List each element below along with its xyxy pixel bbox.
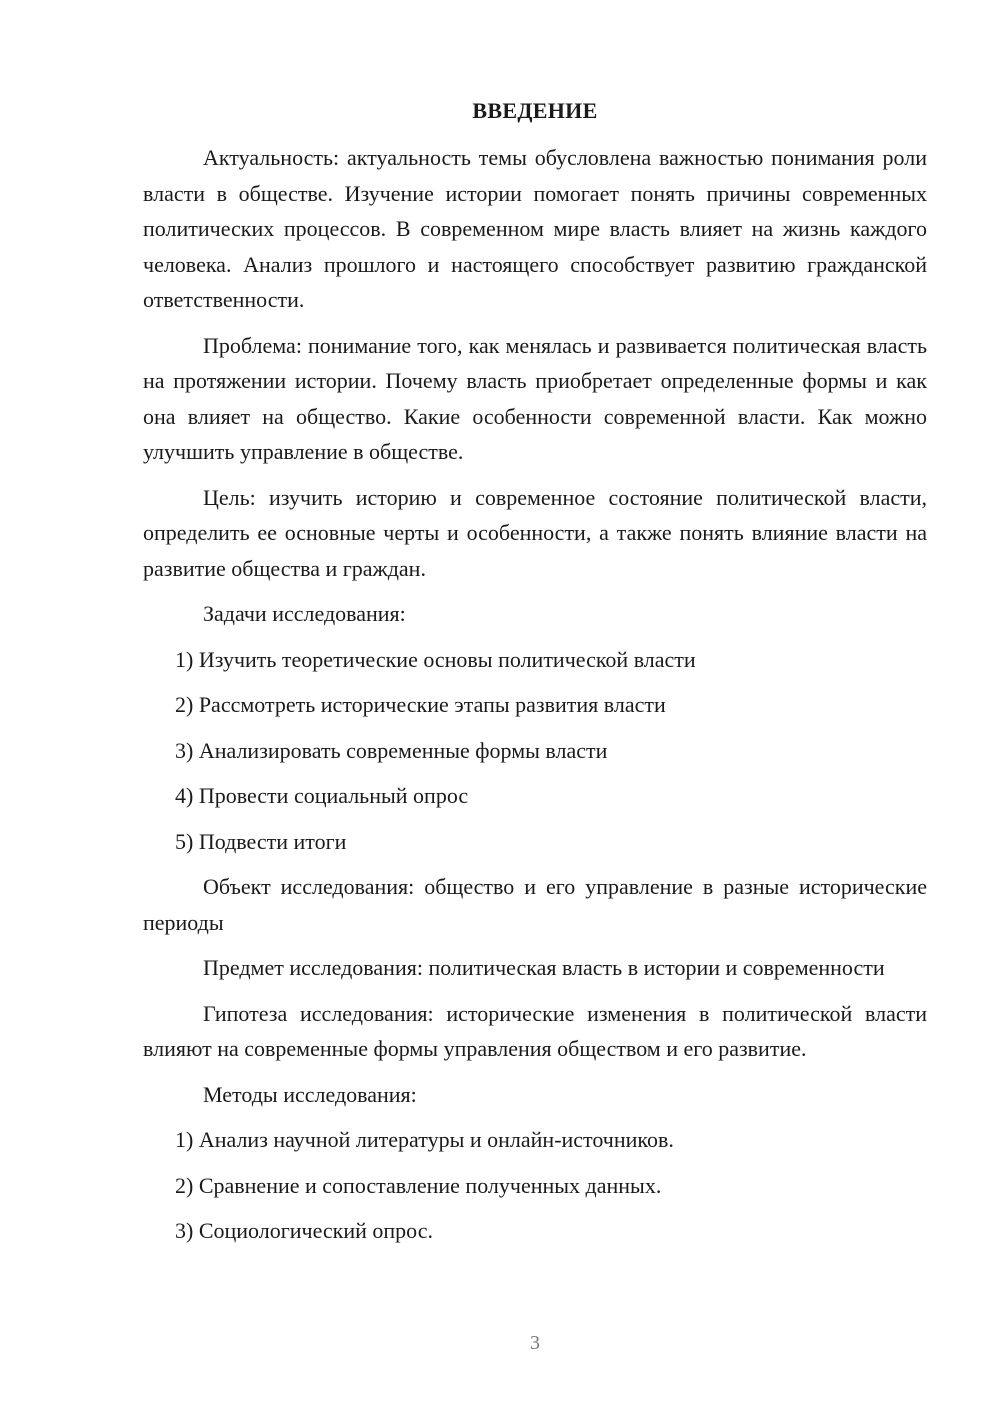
task-item: 4) Провести социальный опрос: [175, 783, 469, 808]
task-item: 2) Рассмотреть исторические этапы развития власти: [175, 692, 666, 717]
document-page: [143, 96, 927, 1259]
hypothesis-paragraph: Гипотеза исследования: исторические изменения в политической власти влияют на современные формы управления обществом и его развитие.: [143, 1000, 927, 1061]
page-number: 3: [530, 1332, 540, 1354]
method-item: 1) Анализ научной литературы и онлайн-источников.: [175, 1127, 674, 1152]
problem-paragraph: Проблема: понимание того, как менялась и развивается политическая власть на протяжении истории. Почему власть приобретает определенные формы и как она влияет на общество. Какие особенности современной власти. Как можно улучшить управление в обществе.: [143, 332, 927, 464]
method-item: 2) Сравнение и сопоставление полученных данных.: [175, 1172, 662, 1198]
subject-paragraph: Предмет исследования: политическая власть в истории и современности: [203, 955, 885, 980]
page-title: ВВЕДЕНИЕ: [472, 98, 598, 123]
task-item: 3) Анализировать современные формы власти: [175, 737, 608, 763]
task-item: 5) Подвести итоги: [175, 828, 347, 854]
goal-paragraph: Цель: изучить историю и современное состояние политической власти, определить ее основные черты и особенности, а также понять влияние власти на развитие общества и граждан.: [143, 484, 927, 581]
task-item: 1) Изучить теоретические основы политической власти: [175, 646, 696, 672]
page-number-container: [0, 1332, 1000, 1355]
method-item: 3) Социологический опрос.: [175, 1218, 433, 1243]
relevance-paragraph: Актуальность: актуальность темы обусловлена важностью понимания роли власти в обществе. Изучение истории помогает понять причины современных политических процессов. В современном мире власть влияет на жизнь каждого человека. Анализ прошлого и настоящего способствует развитию гражданской ответственности.: [143, 145, 927, 312]
tasks-heading: Задачи исследования:: [203, 601, 406, 626]
methods-heading: Методы исследования:: [203, 1081, 417, 1107]
object-paragraph: Объект исследования: общество и его управление в разные исторические периоды: [143, 874, 927, 935]
